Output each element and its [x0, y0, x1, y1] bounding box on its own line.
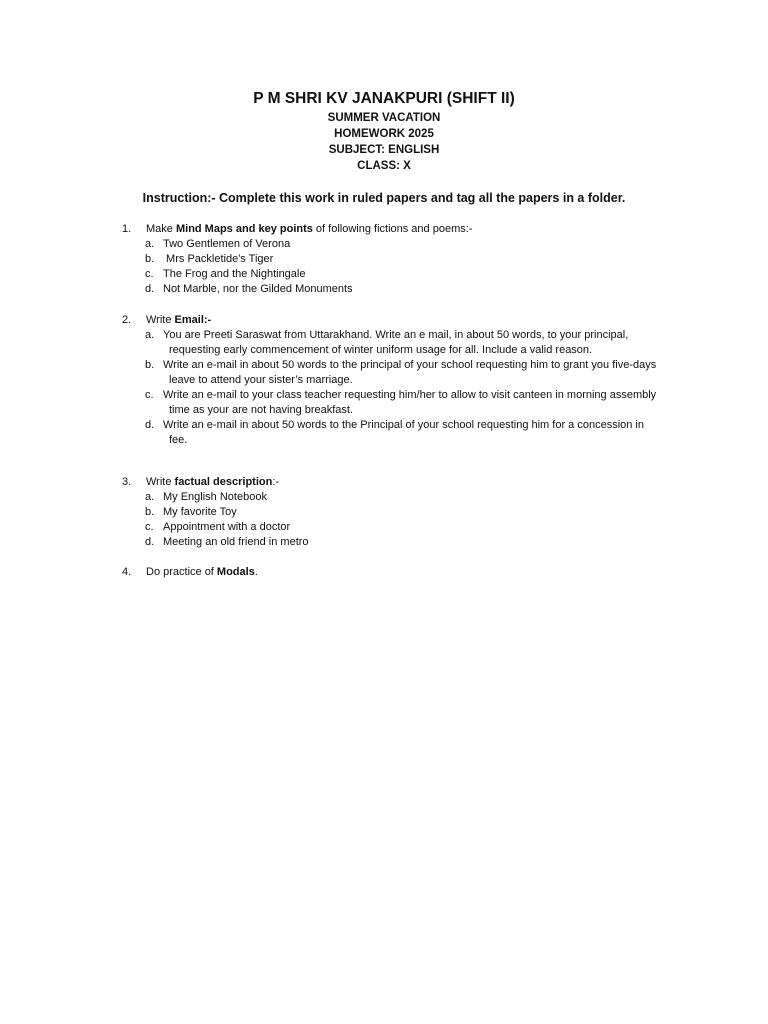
- instruction-text: Instruction:- Complete this work in ruled papers and tag all the papers in a folder.: [142, 191, 626, 205]
- question-text: [146, 222, 662, 237]
- list-item: [122, 358, 662, 388]
- item-text: Write an e-mail in about 50 words to the Principal of your school requesting him for a concession in fee.: [163, 419, 644, 446]
- item-letter: b.: [145, 253, 155, 265]
- list-item: [122, 490, 662, 505]
- item-letter: a.: [145, 329, 155, 341]
- document-header: [0, 88, 768, 174]
- list-item: [122, 328, 662, 358]
- school-title: P M SHRI KV JANAKPURI (SHIFT II): [253, 90, 515, 107]
- list-item: [122, 535, 662, 550]
- item-text: Write an e-mail in about 50 words to the principal of your school requesting him to grant you five-days leave to attend your sister’s marriage.: [163, 359, 657, 386]
- question-2: [122, 313, 662, 448]
- list-item: [122, 282, 662, 297]
- header-line-subject: SUBJECT: ENGLISH: [328, 144, 440, 156]
- question-suffix: :-: [272, 476, 280, 488]
- question-items: [122, 328, 662, 448]
- item-text: Two Gentlemen of Verona: [163, 238, 291, 250]
- item-letter: b.: [145, 506, 155, 518]
- item-letter: b.: [145, 359, 155, 371]
- question-suffix: .: [254, 566, 258, 578]
- question-suffix: of following fictions and poems:-: [312, 223, 473, 235]
- question-3: [122, 475, 662, 550]
- list-item: [122, 237, 662, 252]
- item-letter: c.: [145, 521, 154, 533]
- question-heading: [122, 313, 662, 328]
- question-prefix: Make: [146, 223, 176, 235]
- item-text: My English Notebook: [163, 491, 267, 503]
- question-number: 3.: [122, 476, 132, 488]
- list-item: [122, 520, 662, 535]
- question-bold: Email:-: [174, 314, 212, 326]
- question-prefix: Write: [146, 314, 175, 326]
- question-heading: [122, 565, 662, 580]
- question-number: 2.: [122, 314, 132, 326]
- item-letter: d.: [145, 283, 155, 295]
- question-number: 4.: [122, 566, 132, 578]
- list-item: [122, 418, 662, 448]
- item-text: The Frog and the Nightingale: [163, 268, 306, 280]
- item-letter: d.: [145, 419, 155, 431]
- list-item: [122, 267, 662, 282]
- question-bold: Modals: [216, 566, 255, 578]
- question-text: [146, 475, 662, 490]
- list-item: [122, 252, 662, 267]
- item-text: Meeting an old friend in metro: [163, 536, 309, 548]
- list-item: [122, 388, 662, 418]
- question-prefix: Do practice of: [146, 566, 217, 578]
- item-text: My favorite Toy: [163, 506, 237, 518]
- question-1: [122, 222, 662, 297]
- item-letter: a.: [145, 238, 155, 250]
- question-bold: Mind Maps and key points: [175, 223, 313, 235]
- question-bold: factual description: [174, 476, 273, 488]
- item-text: Not Marble, nor the Gilded Monuments: [163, 283, 353, 295]
- item-text: Appointment with a doctor: [163, 521, 291, 533]
- list-item: [122, 505, 662, 520]
- question-text: [146, 313, 662, 328]
- header-line-homework: HOMEWORK 2025: [334, 128, 434, 140]
- item-letter: a.: [145, 491, 155, 503]
- question-text: [146, 565, 662, 580]
- item-letter: c.: [145, 268, 154, 280]
- question-number: 1.: [122, 223, 132, 235]
- question-prefix: Write: [146, 476, 175, 488]
- question-heading: [122, 475, 662, 490]
- item-letter: d.: [145, 536, 155, 548]
- item-text: You are Preeti Saraswat from Uttarakhand. Write an e mail, in about 50 words, to your principal, requesting early commencement of winter uniform usage for all. Include a valid reason.: [163, 329, 629, 356]
- question-items: [122, 490, 662, 550]
- header-line-class: CLASS: X: [357, 160, 411, 172]
- item-text: Write an e-mail to your class teacher requesting him/her to allow to visit canteen in morning assembly time as your are not having breakfast.: [163, 389, 657, 416]
- item-letter: c.: [145, 389, 154, 401]
- question-items: [122, 237, 662, 297]
- item-text: Mrs Packletide's Tiger: [163, 253, 274, 265]
- question-heading: [122, 222, 662, 237]
- header-line-vacation: SUMMER VACATION: [327, 112, 441, 124]
- question-4: [122, 565, 662, 580]
